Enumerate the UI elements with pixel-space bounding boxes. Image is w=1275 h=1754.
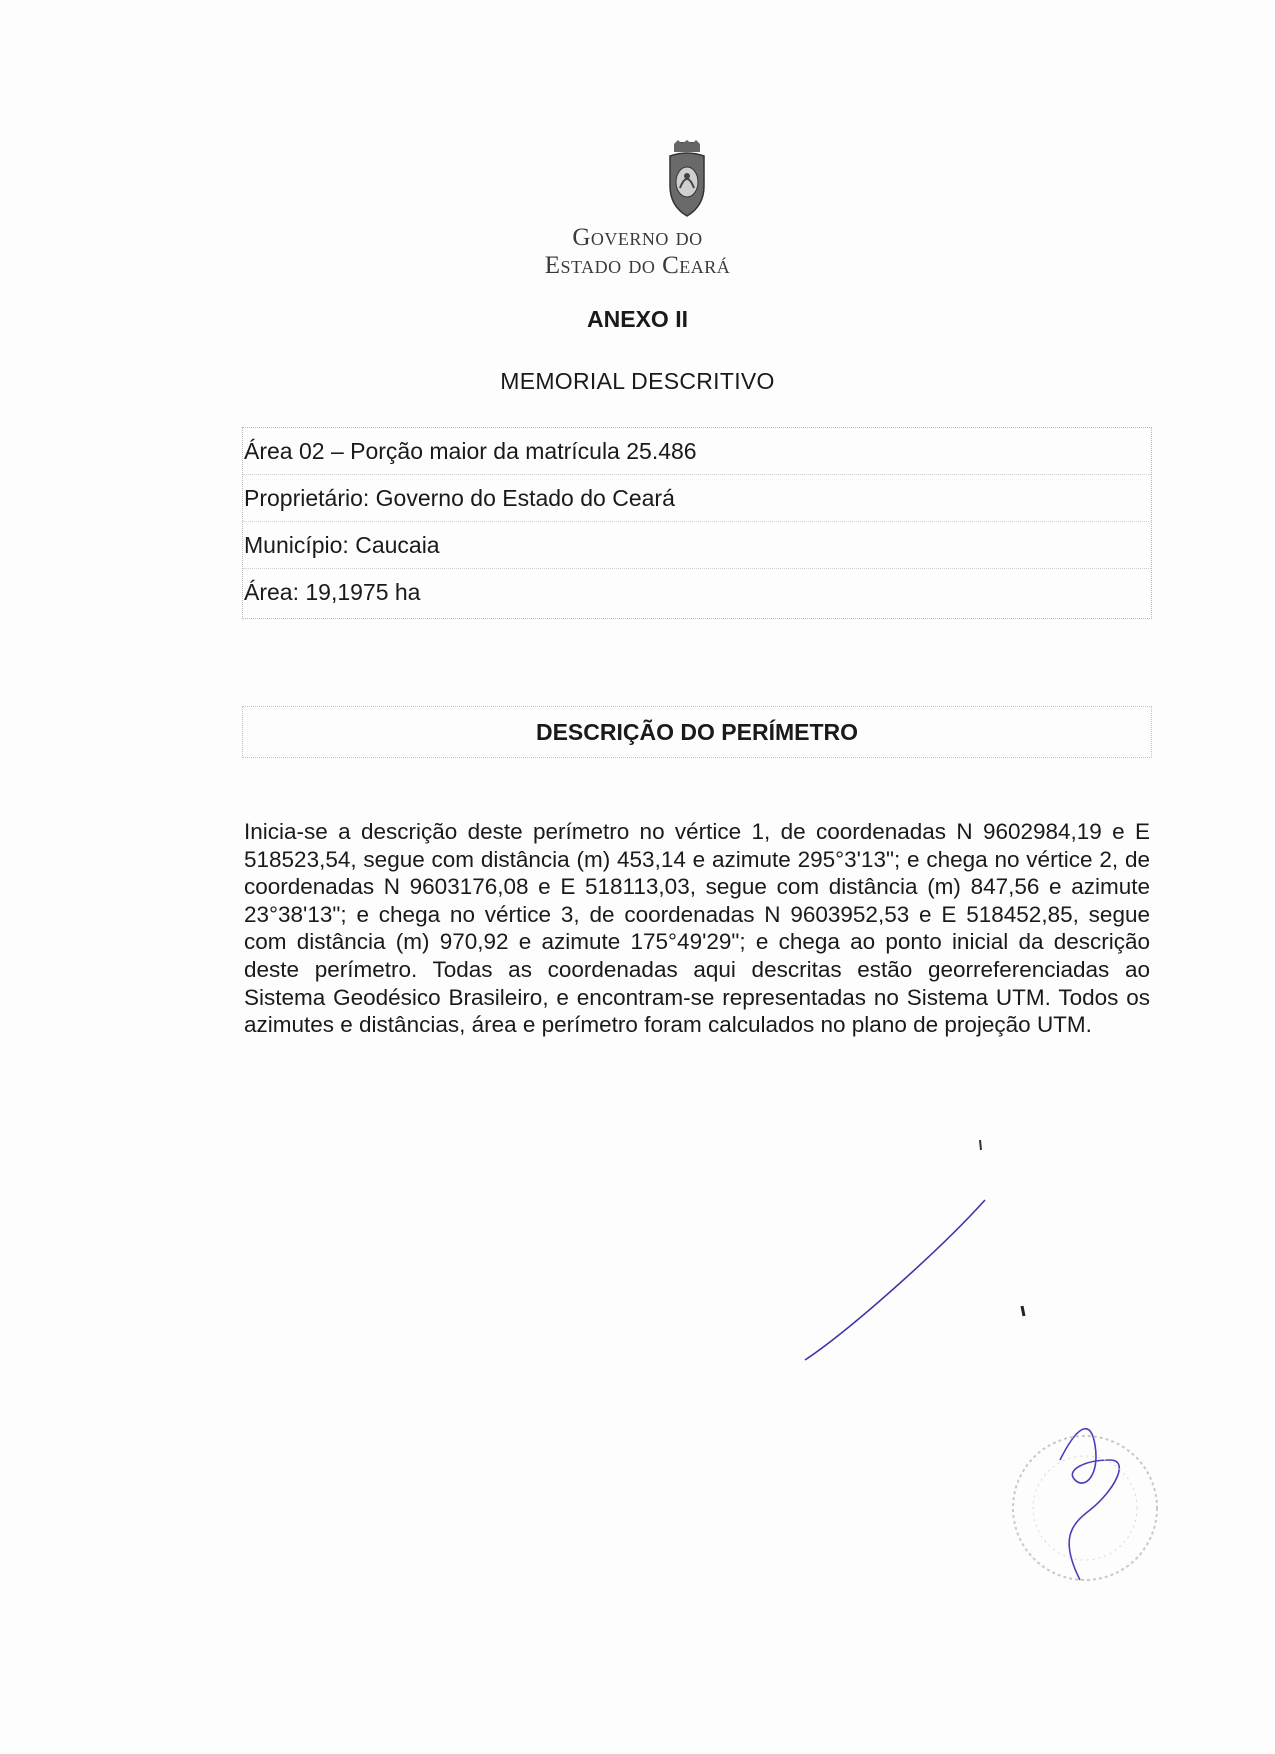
perimeter-heading: DESCRIÇÃO DO PERÍMETRO	[242, 706, 1152, 758]
government-name-line2: Estado do Ceará	[544, 252, 731, 279]
municipality-row: Município: Caucaia	[243, 522, 1151, 569]
property-info-table	[242, 427, 1152, 619]
area-row: Área: 19,1975 ha	[244, 579, 421, 605]
circular-stamp	[1000, 1428, 1170, 1588]
owner-row: Proprietário: Governo do Estado do Ceará	[243, 475, 1151, 522]
perimeter-description: Inicia-se a descrição deste perímetro no vértice 1, de coordenadas N 9602984,19 e E 518523,54, segue com distância (m) 453,14 e azimute 295°3'13"; e chega no vértice 2, de coordenadas N 9603176,08 e E 518113,03, segue com distância (m) 847,56 e azimute 23°38'13"; e chega no vértice 3, de coordenadas N 9603952,53 e E 518452,85, segue com distância (m) 970,92 e azimute 175°49'29"; e chega ao ponto inicial da descrição deste perímetro. Todas as coordenadas aqui descritas estão georreferenciadas ao Sistema Geodésico Brasileiro, e encontram-se representadas no Sistema UTM. Todos os azimutes e distâncias, área e perímetro foram calculados no plano de projeção UTM.	[244, 819, 1150, 1038]
government-name-line1: Governo do	[572, 224, 703, 251]
state-coat-of-arms-icon	[662, 140, 712, 218]
area-name-row: Área 02 – Porção maior da matrícula 25.486	[243, 428, 1151, 475]
annex-title: ANEXO II	[587, 306, 688, 332]
memorial-title: MEMORIAL DESCRITIVO	[500, 368, 775, 394]
